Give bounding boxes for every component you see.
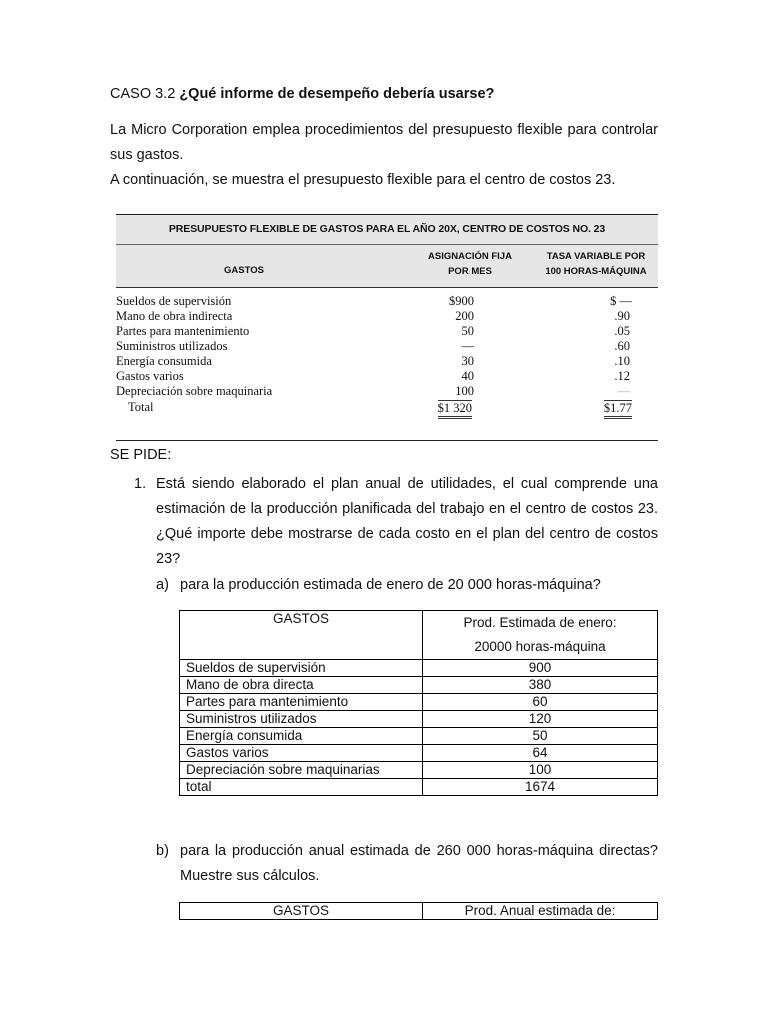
budget-variable-value: .90 [614, 309, 630, 323]
table-a-label: Mano de obra directa [180, 677, 423, 694]
table-row [180, 694, 658, 711]
sub-item-b-label: b) [156, 843, 169, 859]
table-a-header-production [423, 611, 658, 660]
intro-paragraph-2: A continuación, se muestra el presupuesto flexible para el centro de costos 23. [110, 172, 616, 188]
budget-fixed-value: $900 [449, 294, 474, 308]
budget-row-label: Gastos varios [116, 369, 184, 383]
table-row [180, 745, 658, 762]
budget-total-variable: $1.77 [604, 400, 632, 419]
table-a-label: Partes para mantenimiento [180, 694, 423, 711]
table-b-header-production: Prod. Anual estimada de: [423, 903, 658, 920]
col-header-fixed-line1: ASIGNACIÓN FIJA [428, 251, 512, 262]
budget-variable-value: .60 [614, 339, 630, 353]
col-header-fixed-line2: POR MES [448, 266, 492, 277]
table-a-label: Depreciación sobre maquinarias [180, 762, 423, 779]
sub-item-b-text: para la producción anual estimada de 260 000 horas-máquina directas? Muestre sus cálculos. [180, 843, 658, 884]
table-a-label: Suministros utilizados [180, 711, 423, 728]
table-a-value: 1674 [423, 779, 658, 796]
table-a-label: Gastos varios [180, 745, 423, 762]
budget-total-label: Total [128, 400, 154, 414]
table-annual-estimate [179, 902, 658, 920]
item-1-text: Está siendo elaborado el plan anual de utilidades, el cual comprende una estimación de la producción planificada del trabajo en el centro de costos 23. ¿Qué importe debe mostrarse de cada costo en el plan del centro de costos 23? [156, 476, 658, 567]
budget-fixed-value: 200 [455, 309, 474, 323]
item-number: 1. [134, 476, 147, 492]
intro-paragraph-1: La Micro Corporation emplea procedimientos del presupuesto flexible para controlar sus gastos. [110, 122, 658, 163]
col-header-variable-line1: TASA VARIABLE POR [546, 251, 646, 262]
case-question: ¿Qué informe de desempeño debería usarse? [179, 86, 495, 102]
table-a-value: 60 [423, 694, 658, 711]
budget-variable-value: — [617, 384, 630, 398]
budget-fixed-value: 40 [461, 369, 474, 383]
budget-fixed-value: 30 [461, 354, 474, 368]
budget-fixed-value: 100 [455, 384, 474, 398]
budget-row-label: Sueldos de supervisión [116, 294, 232, 308]
table-a-label: total [180, 779, 423, 796]
table-row [180, 677, 658, 694]
case-number: CASO 3.2 [110, 86, 176, 102]
table-a-value: 100 [423, 762, 658, 779]
table-a-label: Sueldos de supervisión [180, 660, 423, 677]
table-row [180, 728, 658, 745]
budget-row-label: Mano de obra indirecta [116, 309, 233, 323]
budget-table-header [116, 215, 658, 287]
flexible-budget-table [116, 214, 658, 441]
table-a-value: 64 [423, 745, 658, 762]
col-header-variable [534, 249, 658, 279]
budget-total-fixed: $1 320 [438, 400, 472, 419]
table-row [180, 711, 658, 728]
table-january-estimate [179, 610, 658, 796]
table-row [180, 779, 658, 796]
case-title [110, 86, 494, 102]
table-b-header-gastos: GASTOS [180, 903, 423, 920]
budget-fixed-value: — [461, 339, 474, 353]
sub-item-a-text: para la producción estimada de enero de 20 000 horas-máquina? [180, 577, 601, 593]
table-row [180, 762, 658, 779]
table-a-label: Energía consumida [180, 728, 423, 745]
budget-row-label: Depreciación sobre maquinaria [116, 384, 273, 398]
col-header-gastos: GASTOS [224, 265, 264, 276]
table-a-value: 380 [423, 677, 658, 694]
budget-fixed-value: 50 [461, 324, 474, 338]
col-header-variable-line2: 100 HORAS-MÁQUINA [545, 266, 647, 277]
col-header-fixed [406, 249, 534, 279]
table-a-header-gastos: GASTOS [180, 611, 423, 660]
budget-variable-value: .12 [614, 369, 630, 383]
sub-item-a-label: a) [156, 577, 169, 593]
budget-table-body [116, 288, 658, 428]
table-a-value: 120 [423, 711, 658, 728]
budget-row-label: Energía consumida [116, 354, 212, 368]
table-a-header-line1: Prod. Estimada de enero: [463, 615, 617, 630]
table-row [180, 660, 658, 677]
table-a-value: 900 [423, 660, 658, 677]
se-pide-heading: SE PIDE: [110, 447, 172, 463]
budget-variable-value: .05 [614, 324, 630, 338]
table-a-value: 50 [423, 728, 658, 745]
budget-row-label: Partes para mantenimiento [116, 324, 250, 338]
budget-variable-value: .10 [614, 354, 630, 368]
table-a-header-line2: 20000 horas-máquina [474, 639, 606, 654]
budget-variable-value: $ — [610, 294, 632, 308]
budget-table-caption: PRESUPUESTO FLEXIBLE DE GASTOS PARA EL AÑO 20X, CENTRO DE COSTOS NO. 23 [168, 223, 606, 235]
budget-row-label: Suministros utilizados [116, 339, 228, 353]
